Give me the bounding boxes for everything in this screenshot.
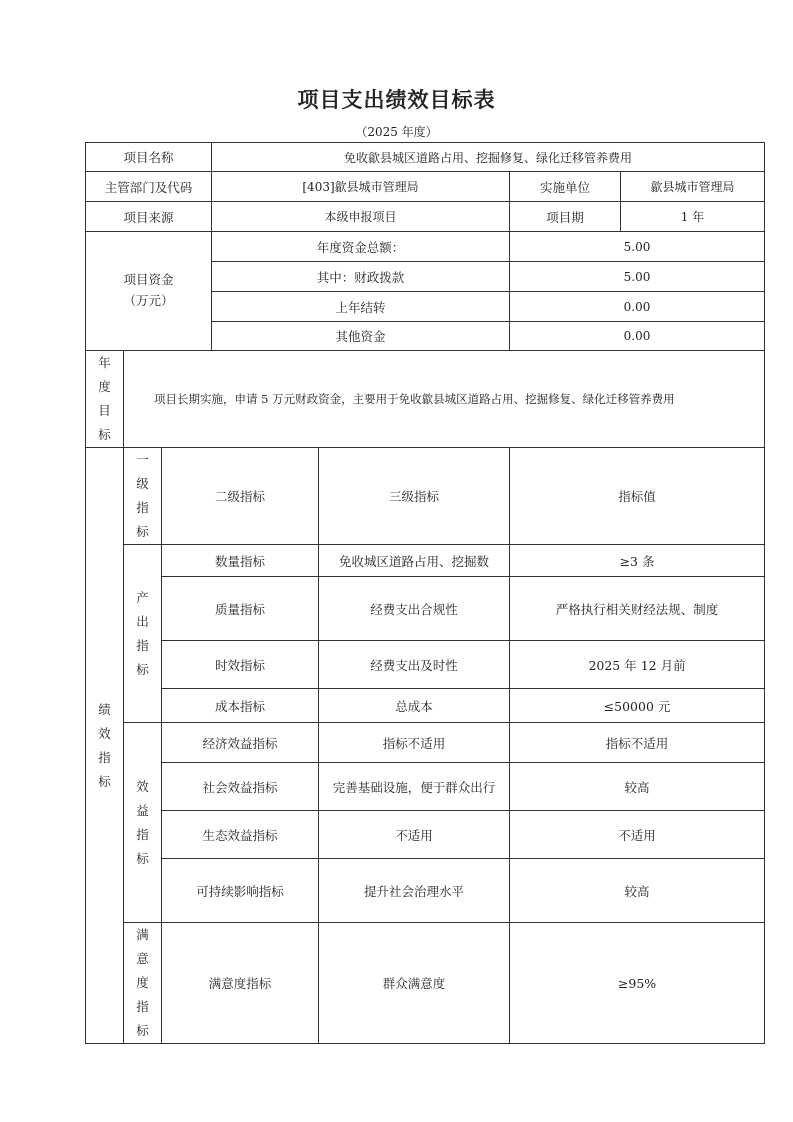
table-row <box>86 763 765 811</box>
implementer-value: 歙县城市管理局 <box>621 172 765 202</box>
level3-cell: 经费支出及时性 <box>319 641 510 689</box>
level1-output: 产出指标 <box>124 545 162 723</box>
header-value: 指标值 <box>510 448 765 545</box>
table-row <box>86 811 765 859</box>
project-name-value: 免收歙县城区道路占用、挖掘修复、绿化迁移管养费用 <box>212 143 765 172</box>
funds-label <box>86 232 212 351</box>
performance-label: 绩效指标 <box>86 448 124 1044</box>
value-cell: ≥3 条 <box>510 545 765 577</box>
value-cell: 较高 <box>510 859 765 923</box>
level1-satisfaction: 满意度指标 <box>124 923 162 1044</box>
year-subtitle: （2025 年度） <box>355 125 438 139</box>
funds-row-label: 其中：财政拨款 <box>212 262 510 292</box>
table-row <box>86 232 765 262</box>
level3-cell: 完善基础设施，便于群众出行 <box>319 763 510 811</box>
level3-cell: 总成本 <box>319 689 510 723</box>
level3-cell: 群众满意度 <box>319 923 510 1044</box>
table-row <box>86 202 765 232</box>
value-cell: 较高 <box>510 763 765 811</box>
table-row <box>86 351 765 448</box>
level2-cell: 社会效益指标 <box>162 763 319 811</box>
table-row <box>86 143 765 172</box>
table-row <box>86 641 765 689</box>
implementer-label: 实施单位 <box>510 172 621 202</box>
table-row <box>86 723 765 763</box>
table-row <box>86 689 765 723</box>
level2-cell: 数量指标 <box>162 545 319 577</box>
funds-row-value: 0.00 <box>510 292 765 322</box>
department-label: 主管部门及代码 <box>86 172 212 202</box>
value-cell: 不适用 <box>510 811 765 859</box>
table-row <box>86 859 765 923</box>
value-cell: 指标不适用 <box>510 723 765 763</box>
project-name-label: 项目名称 <box>86 143 212 172</box>
annual-goal-label: 年度目标 <box>86 351 124 448</box>
table-row <box>86 448 765 545</box>
level2-cell: 经济效益指标 <box>162 723 319 763</box>
funds-label-line1: 项目资金 <box>123 272 174 288</box>
level3-cell: 免收城区道路占用、挖掘数 <box>319 545 510 577</box>
department-value: [403]歙县城市管理局 <box>212 172 510 202</box>
level3-cell: 提升社会治理水平 <box>319 859 510 923</box>
table-row <box>86 577 765 641</box>
level3-cell: 经费支出合规性 <box>319 577 510 641</box>
funds-row-label: 其他资金 <box>212 322 510 351</box>
level1-benefit: 效益指标 <box>124 723 162 923</box>
funds-row-label: 年度资金总额： <box>212 232 510 262</box>
period-value: 1 年 <box>621 202 765 232</box>
level3-cell: 指标不适用 <box>319 723 510 763</box>
header-level3: 三级指标 <box>319 448 510 545</box>
level2-cell: 满意度指标 <box>162 923 319 1044</box>
page-title: 项目支出绩效目标表 <box>297 87 496 112</box>
funds-row-value: 5.00 <box>510 232 765 262</box>
period-label: 项目期 <box>510 202 621 232</box>
table-row <box>86 172 765 202</box>
level2-cell: 质量指标 <box>162 577 319 641</box>
value-cell: ≤50000 元 <box>510 689 765 723</box>
funds-row-value: 0.00 <box>510 322 765 351</box>
source-value: 本级申报项目 <box>212 202 510 232</box>
level2-cell: 生态效益指标 <box>162 811 319 859</box>
value-cell: ≥95% <box>510 923 765 1044</box>
table-row <box>86 923 765 1044</box>
funds-row-label: 上年结转 <box>212 292 510 322</box>
funds-row-value: 5.00 <box>510 262 765 292</box>
level2-cell: 可持续影响指标 <box>162 859 319 923</box>
header-level1: 一级指标 <box>124 448 162 545</box>
funds-label-line2: （万元） <box>123 293 174 308</box>
value-cell: 2025 年 12 月前 <box>510 641 765 689</box>
annual-goal-text: 项目长期实施，申请 5 万元财政资金，主要用于免收歙县城区道路占用、挖掘修复、绿化迁移管养费用 <box>124 351 765 448</box>
value-cell: 严格执行相关财经法规、制度 <box>510 577 765 641</box>
header-level2: 二级指标 <box>162 448 319 545</box>
level2-cell: 成本指标 <box>162 689 319 723</box>
table-row <box>86 545 765 577</box>
level3-cell: 不适用 <box>319 811 510 859</box>
performance-goal-table <box>85 142 765 1044</box>
level2-cell: 时效指标 <box>162 641 319 689</box>
source-label: 项目来源 <box>86 202 212 232</box>
